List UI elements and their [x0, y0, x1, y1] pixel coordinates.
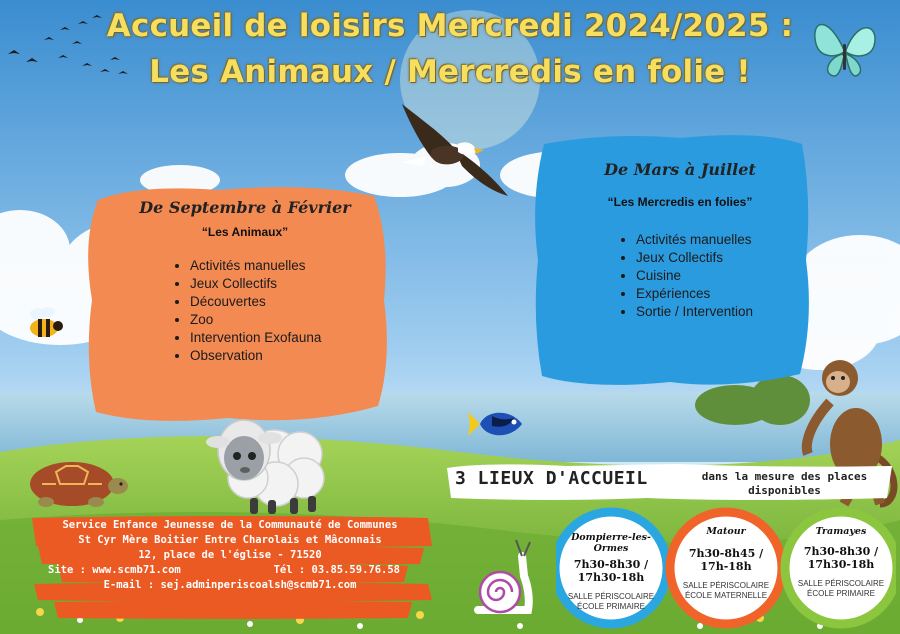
- period1-activity-list: [170, 257, 390, 365]
- location-place: [788, 579, 894, 599]
- contact-info: [40, 518, 420, 593]
- poster-title-line2: Les Animaux / Mercredis en folie !: [149, 54, 751, 90]
- period1-heading: De Septembre à Février: [139, 198, 351, 217]
- period2-activity-list: [616, 231, 800, 321]
- list-item: • Intervention Exofauna: [190, 329, 390, 347]
- hours-evening: 17h30-18h: [807, 558, 875, 571]
- location-tramayes: [788, 526, 894, 599]
- turtle-icon: [26, 452, 130, 508]
- location-hours: [558, 558, 664, 584]
- list-item: • Observation: [190, 347, 390, 365]
- list-item: • Sortie / Intervention: [636, 303, 800, 321]
- list-item: • Cuisine: [636, 267, 800, 285]
- location-place: [673, 581, 779, 601]
- hours-evening: 17h-18h: [700, 560, 752, 573]
- lieux-headline: 3 LIEUX D'ACCUEIL: [455, 468, 648, 489]
- bee-icon: [24, 306, 64, 342]
- place-room: SALLE PÉRISCOLAIRE: [797, 579, 885, 588]
- sheep-icon: [204, 398, 334, 516]
- location-name: Matour: [706, 526, 746, 537]
- list-item: • Zoo: [190, 311, 390, 329]
- list-item: • Activités manuelles: [190, 257, 390, 275]
- snail-icon: [472, 536, 536, 616]
- poster-title-line1: Accueil de loisirs Mercredi 2024/2025 :: [106, 8, 794, 44]
- location-hours: [788, 545, 894, 571]
- list-item: • Découvertes: [190, 293, 390, 311]
- fish-icon: [466, 406, 526, 442]
- eagle-icon: [392, 100, 512, 200]
- community-name: St Cyr Mère Boitier Entre Charolais et Mâconnais: [78, 534, 382, 546]
- hours-morning: 7h30-8h45 /: [688, 547, 764, 560]
- service-name: Service Enfance Jeunesse de la Communauté de Communes: [62, 519, 398, 531]
- place-school: ÉCOLE PRIMAIRE: [576, 602, 645, 611]
- hours-morning: 7h30-8h30 /: [573, 558, 649, 571]
- location-name: Tramayes: [815, 526, 867, 537]
- period2-theme: “Les Mercredis en folies”: [607, 195, 753, 209]
- list-item: • Activités manuelles: [636, 231, 800, 249]
- phone-number[interactable]: Tél : 03.85.59.76.58: [273, 564, 400, 576]
- period-september-february: [100, 198, 390, 365]
- list-item: • Jeux Collectifs: [636, 249, 800, 267]
- lieux-note: dans la mesure des places disponibles: [701, 470, 868, 497]
- place-school: ÉCOLE MATERNELLE: [684, 591, 768, 600]
- period-march-july: [560, 160, 800, 321]
- location-hours: [673, 547, 779, 573]
- place-school: ÉCOLE PRIMAIRE: [806, 589, 875, 598]
- location-place: [558, 592, 664, 612]
- location-dompierre: [558, 532, 664, 612]
- website-link[interactable]: Site : www.scmb71.com: [48, 564, 181, 576]
- period1-theme: “Les Animaux”: [201, 225, 289, 239]
- address: 12, place de l'église - 71520: [138, 549, 322, 561]
- period2-heading: De Mars à Juillet: [604, 160, 756, 179]
- location-matour: [673, 526, 779, 601]
- location-name: Dompierre-les-Ormes: [571, 532, 651, 554]
- place-room: SALLE PÉRISCOLAIRE: [682, 581, 770, 590]
- site-tel-row: [40, 563, 420, 578]
- hours-morning: 7h30-8h30 /: [803, 545, 879, 558]
- list-item: • Expériences: [636, 285, 800, 303]
- place-room: SALLE PÉRISCOLAIRE: [567, 592, 655, 601]
- email-link[interactable]: E-mail : sej.adminperiscoalsh@scmb71.com: [103, 579, 357, 591]
- list-item: • Jeux Collectifs: [190, 275, 390, 293]
- lieux-banner: [447, 462, 892, 502]
- hours-evening: 17h30-18h: [577, 571, 645, 584]
